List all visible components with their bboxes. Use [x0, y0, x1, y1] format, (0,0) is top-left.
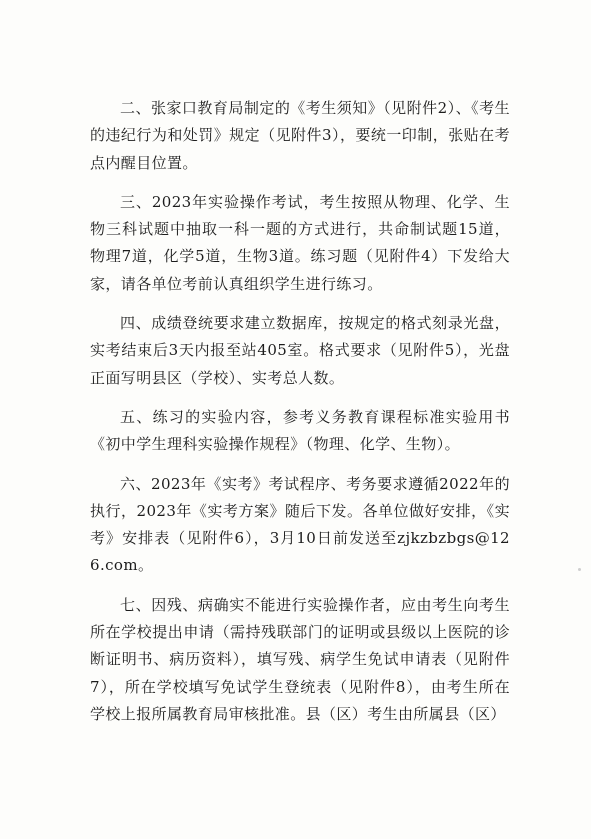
paragraph-5: 五、练习的实验内容，参考义务教育课程标准实验用书《初中学生理科实验操作规程》（物理、化学、生物）。 [90, 407, 510, 454]
document-body [90, 95, 510, 740]
paragraph-4: 四、成绩登统要求建立数据库，按规定的格式刻录光盘，实考结束后3天内报至站405室。格式要求（见附件5），光盘正面写明县区（学校）、实考总人数。 [90, 314, 510, 387]
paragraph-7: 七、因残、病确实不能进行实验操作者，应由考生向考生所在学校提出申请（需持残联部门的证明或县级以上医院的诊断证明书、病历资料），填写残、病学生免试申请表（见附件7），所在学校填写免试学生登统表（见附件8），由考生所在学校上报所属教育局审核批准。县（区）考生由所属县（区） [90, 595, 510, 723]
paragraph-2: 二、张家口教育局制定的《考生须知》（见附件2）、《考生的违纪行为和处罚》规定（见附件3），要统一印制，张贴在考点内醒目位置。 [90, 99, 510, 172]
paragraph-3: 三、2023年实验操作考试，考生按照从物理、化学、生物三科试题中抽取一科一题的方式进行，共命制试题15道，物理7道，化学5道，生物3道。练习题（见附件4）下发给大家，请各单位考前认真组织学生进行练习。 [90, 192, 510, 293]
scan-speck [578, 568, 581, 571]
paragraph-6: 六、2023年《实考》考试程序、考务要求遵循2022年的执行，2023年《实考方案》随后下发。各单位做好安排，《实考》安排表（见附件6），3月10日前发送至zjkzbzbgs@126.com。 [90, 474, 510, 575]
